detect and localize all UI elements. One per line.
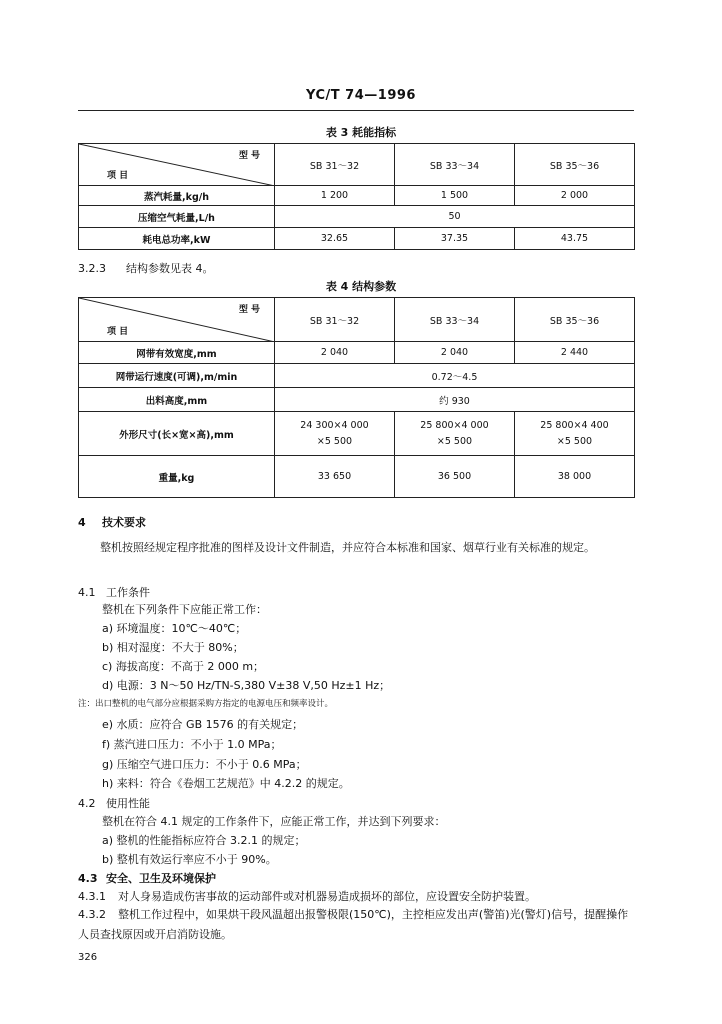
clause-number: 4.3 bbox=[78, 872, 98, 885]
table4-caption: 表 4 结构参数 bbox=[325, 280, 397, 293]
list-item: f) 蒸汽进口压力：不小于 1.0 MPa； bbox=[102, 738, 282, 751]
table-row bbox=[79, 206, 635, 228]
table-cell bbox=[395, 412, 515, 456]
dimension-bottom: ×5 500 bbox=[436, 435, 473, 447]
table4-model-1: SB 31～32 bbox=[275, 298, 395, 342]
row-label: 网带有效宽度,mm bbox=[79, 342, 275, 364]
list-item: c) 海拔高度：不高于 2 000 m； bbox=[102, 660, 265, 673]
table3-header-row bbox=[79, 144, 635, 186]
table-cell: 36 500 bbox=[395, 456, 515, 498]
list-item: d) 电源：3 N～50 Hz/TN-S,380 V±38 V,50 Hz±1 Hz； bbox=[102, 679, 391, 692]
table3-diagonal-header bbox=[79, 144, 275, 186]
clause-4-1-lead: 整机在下列条件下应能正常工作： bbox=[102, 603, 267, 616]
table-cell: 1 200 bbox=[275, 186, 395, 206]
list-item: e) 水质：应符合 GB 1576 的有关规定； bbox=[102, 718, 304, 731]
list-item: b) 相对湿度：不大于 80%； bbox=[102, 641, 244, 654]
clause-title: 工作条件 bbox=[106, 586, 150, 599]
row-label: 耗电总功率,kW bbox=[79, 228, 275, 250]
dimension-top: 24 300×4 000 bbox=[300, 419, 369, 431]
list-item: g) 压缩空气进口压力：不小于 0.6 MPa； bbox=[102, 758, 307, 771]
clause-4-2-lead: 整机在符合 4.1 规定的工作条件下，应能正常工作，并达到下列要求： bbox=[102, 815, 446, 828]
dimension-bottom: ×5 500 bbox=[556, 435, 593, 447]
table-cell: 38 000 bbox=[515, 456, 635, 498]
table-row bbox=[79, 186, 635, 206]
table4-model-2: SB 33～34 bbox=[395, 298, 515, 342]
table-cell bbox=[515, 412, 635, 456]
table4-header-row bbox=[79, 298, 635, 342]
clause-4-3 bbox=[78, 870, 216, 886]
list-item: h) 来料：符合《卷烟工艺规范》中 4.2.2 的规定。 bbox=[102, 777, 350, 790]
table3-model-3: SB 35～36 bbox=[515, 144, 635, 186]
list-item: a) 环境温度：10℃～40℃； bbox=[102, 622, 247, 635]
clause-title: 安全、卫生及环境保护 bbox=[106, 872, 216, 885]
table4-diagonal-header bbox=[79, 298, 275, 342]
table3-model-2: SB 33～34 bbox=[395, 144, 515, 186]
clause-4-2 bbox=[78, 795, 150, 811]
clause-number: 4.2 bbox=[78, 797, 96, 810]
table-cell: 2 040 bbox=[275, 342, 395, 364]
list-item: b) 整机有效运行率应不小于 90%。 bbox=[102, 853, 277, 866]
table-cell: 2 440 bbox=[515, 342, 635, 364]
dimension-top: 25 800×4 400 bbox=[540, 419, 609, 431]
clause-text: 结构参数见表 4。 bbox=[126, 262, 214, 275]
table3-caption: 表 3 耗能指标 bbox=[325, 126, 397, 139]
merged-cell: 50 bbox=[275, 206, 635, 228]
list-item: a) 整机的性能指标应符合 3.2.1 的规定； bbox=[102, 834, 306, 847]
clause-title: 使用性能 bbox=[106, 797, 150, 810]
row-label: 出料高度,mm bbox=[79, 388, 275, 412]
table4-model-3: SB 35～36 bbox=[515, 298, 635, 342]
dimension-bottom: ×5 500 bbox=[316, 435, 353, 447]
dimension-top: 25 800×4 000 bbox=[420, 419, 489, 431]
section-4-title bbox=[78, 514, 146, 530]
row-label: 网带运行速度(可调),m/min bbox=[79, 364, 275, 388]
note: 注：出口整机的电气部分应根据采购方指定的电源电压和频率设计。 bbox=[78, 699, 334, 709]
clause-4-3-2 bbox=[78, 905, 634, 945]
clause-number: 4.1 bbox=[78, 586, 96, 599]
clause-4-1 bbox=[78, 584, 150, 600]
table3-item-label: 项 目 bbox=[107, 171, 129, 181]
clause-text: 整机工作过程中，如果烘干段风温超出报警极限(150℃)，主控柜应发出声(警笛)光(警灯)信号，提醒操作人员查找原因或开启消防设施。 bbox=[78, 908, 629, 941]
table-row bbox=[79, 388, 635, 412]
table-cell: 33 650 bbox=[275, 456, 395, 498]
table3 bbox=[78, 143, 635, 250]
section-number: 4 bbox=[78, 516, 86, 529]
clause-number: 4.3.1 bbox=[78, 890, 106, 903]
standard-code: YC/T 74—1996 bbox=[306, 88, 416, 103]
row-label: 外形尺寸(长×宽×高),mm bbox=[79, 412, 275, 456]
table3-model-label: 型 号 bbox=[238, 151, 260, 161]
row-label: 压缩空气耗量,L/h bbox=[79, 206, 275, 228]
clause-number: 3.2.3 bbox=[78, 262, 106, 275]
table-cell: 32.65 bbox=[275, 228, 395, 250]
clause-3-2-3 bbox=[78, 260, 214, 276]
table-cell: 2 040 bbox=[395, 342, 515, 364]
page-number: 326 bbox=[78, 952, 98, 963]
table-cell: 2 000 bbox=[515, 186, 635, 206]
table-cell: 37.35 bbox=[395, 228, 515, 250]
merged-cell: 0.72～4.5 bbox=[275, 364, 635, 388]
clause-text: 对人身易造成伤害事故的运动部件或对机器易造成损坏的部位，应设置安全防护装置。 bbox=[118, 890, 536, 903]
table4-item-label: 项 目 bbox=[107, 327, 129, 337]
table-row bbox=[79, 456, 635, 498]
table-cell bbox=[275, 412, 395, 456]
table-row bbox=[79, 228, 635, 250]
row-label: 重量,kg bbox=[79, 456, 275, 498]
clause-number: 4.3.2 bbox=[78, 908, 106, 921]
table-row bbox=[79, 364, 635, 388]
table4-model-label: 型 号 bbox=[238, 305, 260, 315]
section-4-intro: 整机按照经规定程序批准的图样及设计文件制造，并应符合本标准和国家、烟草行业有关标准的规定。 bbox=[100, 541, 595, 554]
table-row bbox=[79, 412, 635, 456]
header-rule bbox=[78, 110, 634, 111]
merged-cell: 约 930 bbox=[275, 388, 635, 412]
row-label: 蒸汽耗量,kg/h bbox=[79, 186, 275, 206]
table-cell: 43.75 bbox=[515, 228, 635, 250]
table4 bbox=[78, 297, 635, 498]
table-cell: 1 500 bbox=[395, 186, 515, 206]
section-title-text: 技术要求 bbox=[102, 516, 146, 529]
table-row bbox=[79, 342, 635, 364]
table3-model-1: SB 31～32 bbox=[275, 144, 395, 186]
clause-4-3-1 bbox=[78, 888, 634, 904]
